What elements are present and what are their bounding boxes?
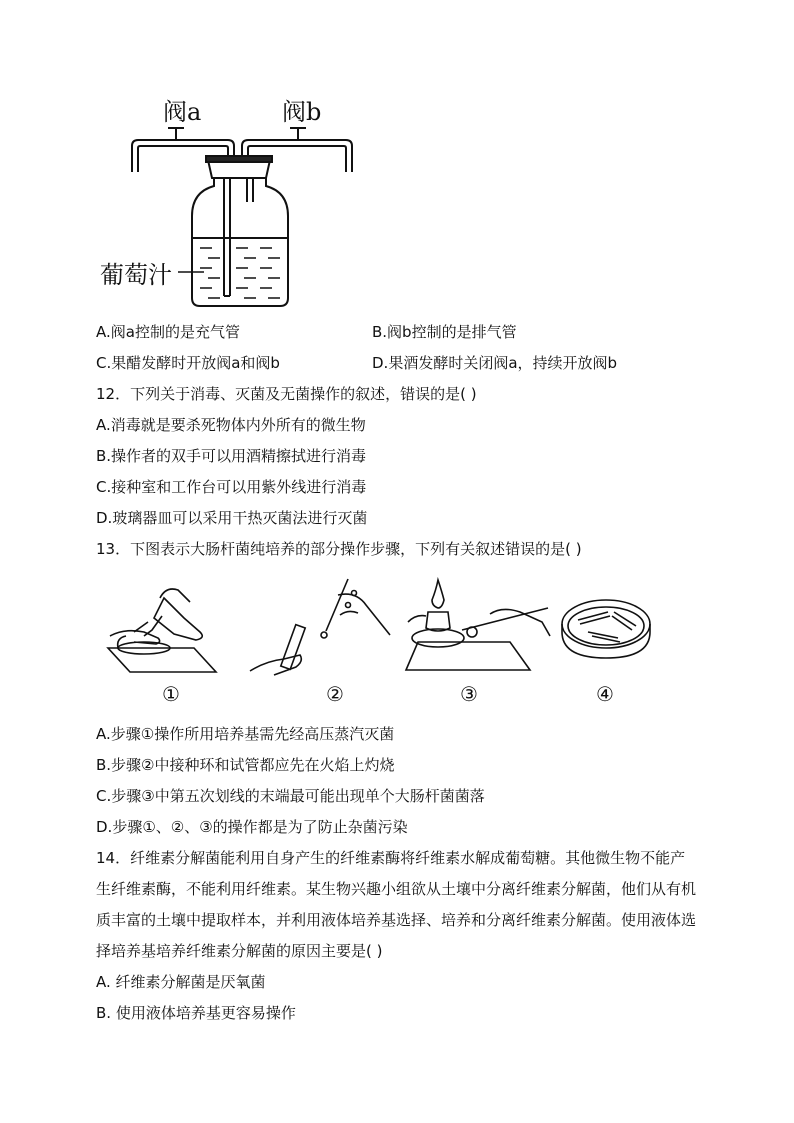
q11-option-d: D.果酒发酵时关闭阀a，持续开放阀b	[372, 354, 618, 372]
step3-streaking-illustration	[402, 570, 552, 680]
q12-option-a: A.消毒就是要杀死物体内外所有的微生物	[96, 416, 366, 434]
q12-option-d: D.玻璃器皿可以采用干热灭菌法进行灭菌	[96, 509, 368, 527]
step2-inoculation-illustration	[244, 575, 394, 680]
valve-b-label: 阀b	[282, 98, 322, 126]
q13-stem: 13．下图表示大肠杆菌纯培养的部分操作步骤，下列有关叙述错误的是( )	[96, 540, 582, 558]
q13-option-a: A.步骤①操作所用培养基需先经高压蒸汽灭菌	[96, 725, 395, 743]
valve-a-label: 阀a	[163, 98, 202, 126]
q14-option-b: B. 使用液体培养基更容易操作	[96, 1004, 296, 1022]
q12-option-c: C.接种室和工作台可以用紫外线进行消毒	[96, 478, 367, 496]
q12-stem: 12．下列关于消毒、灭菌及无菌操作的叙述，错误的是( )	[96, 385, 477, 403]
step-label-1: ①	[162, 682, 180, 706]
q11-option-a: A.阀a控制的是充气管	[96, 323, 240, 341]
step4-plate-illustration	[558, 592, 654, 664]
step-label-3: ③	[460, 682, 478, 706]
step-label-2: ②	[326, 682, 344, 706]
q13-option-d: D.步骤①、②、③的操作都是为了防止杂菌污染	[96, 818, 408, 836]
juice-label: 葡萄汁	[100, 261, 172, 289]
q14-option-a: A. 纤维素分解菌是厌氧菌	[96, 973, 266, 991]
q13-option-c: C.步骤③中第五次划线的末端最可能出现单个大肠杆菌菌落	[96, 787, 485, 805]
step1-pouring-illustration	[104, 578, 224, 678]
fermentation-bottle-diagram	[120, 120, 370, 310]
q13-option-b: B.步骤②中接种环和试管都应先在火焰上灼烧	[96, 756, 395, 774]
q14-stem: 14．纤维素分解菌能利用自身产生的纤维素酶将纤维素水解成葡萄糖。其他微生物不能产生纤维素酶，不能利用纤维素。某生物兴趣小组欲从土壤中分离纤维素分解菌，他们从有机质丰富的土壤中提取样本，并利用液体培养基选择、培养和分离纤维素分解菌。使用液体选择培养基培养纤维素分解菌的原因主要是( )	[96, 849, 697, 960]
q11-option-c: C.果醋发酵时开放阀a和阀b	[96, 354, 280, 372]
q11-option-b: B.阀b控制的是排气管	[372, 323, 517, 341]
q12-option-b: B.操作者的双手可以用酒精擦拭进行消毒	[96, 447, 367, 465]
step-label-4: ④	[596, 682, 614, 706]
